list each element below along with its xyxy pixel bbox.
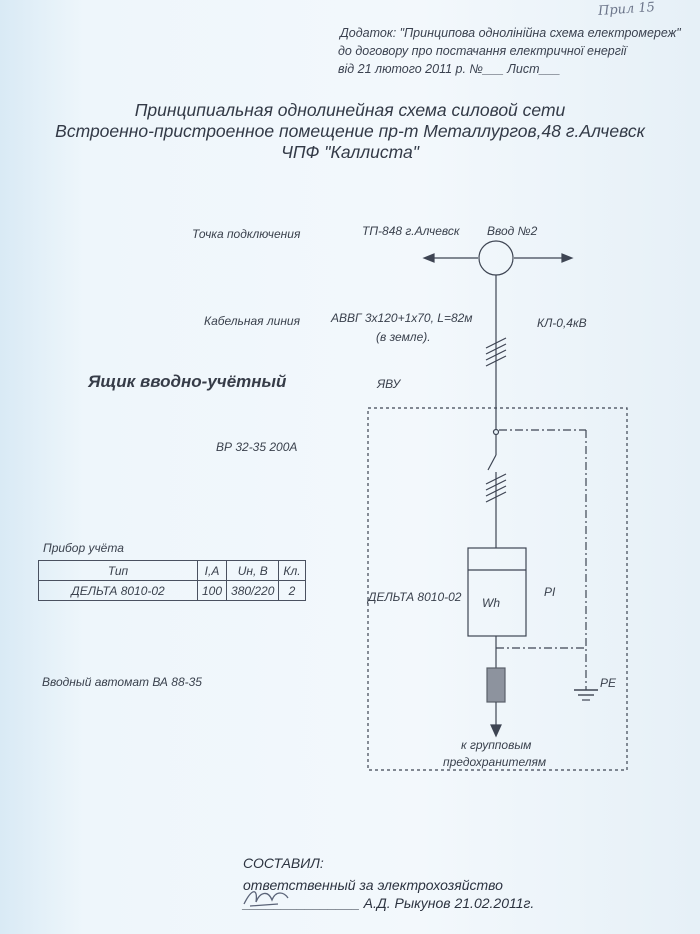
bus-left-arrow <box>424 254 434 262</box>
handwritten-signature <box>238 884 308 910</box>
substation-label: ТП-848 г.Алчевск <box>362 224 460 238</box>
terminal-node <box>494 430 499 435</box>
meter-header-current: I,A <box>198 561 227 581</box>
output-arrow <box>491 725 501 736</box>
meter-class-cell: 2 <box>279 581 305 601</box>
cable-line-label: Кабельная линия <box>204 314 300 328</box>
switch-blade <box>488 455 496 470</box>
output-label-line-2: предохранителям <box>443 755 547 769</box>
meter-voltage-cell: 380/220 <box>227 581 279 601</box>
appendix-line-1: Додаток: "Принципова однолінійна схема електромереж" <box>340 26 681 40</box>
output-label-line-1: к групповым <box>461 738 532 752</box>
appendix-line-2: до договору про постачання електричної енергії <box>338 44 627 58</box>
box-title: Ящик вводно-учётный <box>88 372 287 391</box>
substation-circle <box>479 241 513 275</box>
meter-symbol: Wh <box>482 596 500 610</box>
bus-right-arrow <box>562 254 572 262</box>
cable-spec: АВВГ 3х120+1х70, L=82м <box>331 311 473 325</box>
meter-header-class: Кл. <box>279 561 305 581</box>
appendix-line-3: від 21 лютого 2011 р. №___ Лист___ <box>338 62 561 76</box>
cable-voltage: КЛ-0,4кВ <box>537 316 587 330</box>
meter-caption: Прибор учёта <box>43 541 124 555</box>
switch-label: ВР 32-35 200А <box>216 440 298 454</box>
metering-box-outline <box>368 408 627 770</box>
title-line-2: Встроенно-пристроенное помещение пр-т Металлургов,48 г.Алчевск <box>55 121 645 141</box>
breaker-body <box>487 668 505 702</box>
connection-point-label: Точка подключения <box>192 227 301 241</box>
meter-box <box>468 548 526 636</box>
meter-type-cell: ДЕЛЬТА 8010-02 <box>39 581 198 601</box>
signature-role: ответственный за электрохозяйство <box>243 877 503 893</box>
signature-compiled-label: СОСТАВИЛ: <box>243 855 324 871</box>
input-label: Ввод №2 <box>487 224 538 238</box>
pi-label: PI <box>544 585 556 599</box>
meter-current-cell: 100 <box>198 581 227 601</box>
pe-label: PE <box>600 676 617 690</box>
signature-name-date: _______________ А.Д. Рыкунов 21.02.2011г. <box>243 895 535 911</box>
meter-header-type: Тип <box>39 561 198 581</box>
breaker-label: Вводный автомат ВА 88-35 <box>42 675 202 689</box>
meter-header-voltage: Uн, В <box>227 561 279 581</box>
box-code: ЯВУ <box>377 377 401 391</box>
cable-note: (в земле). <box>376 330 431 344</box>
meter-name-label: ДЕЛЬТА 8010-02 <box>368 590 462 604</box>
title-line-3: ЧПФ "Каллиста" <box>281 142 419 162</box>
handwritten-corner-note: Прил 15 <box>597 0 656 19</box>
title-line-1: Принципиальная однолинейная схема силовой сети <box>134 100 566 120</box>
